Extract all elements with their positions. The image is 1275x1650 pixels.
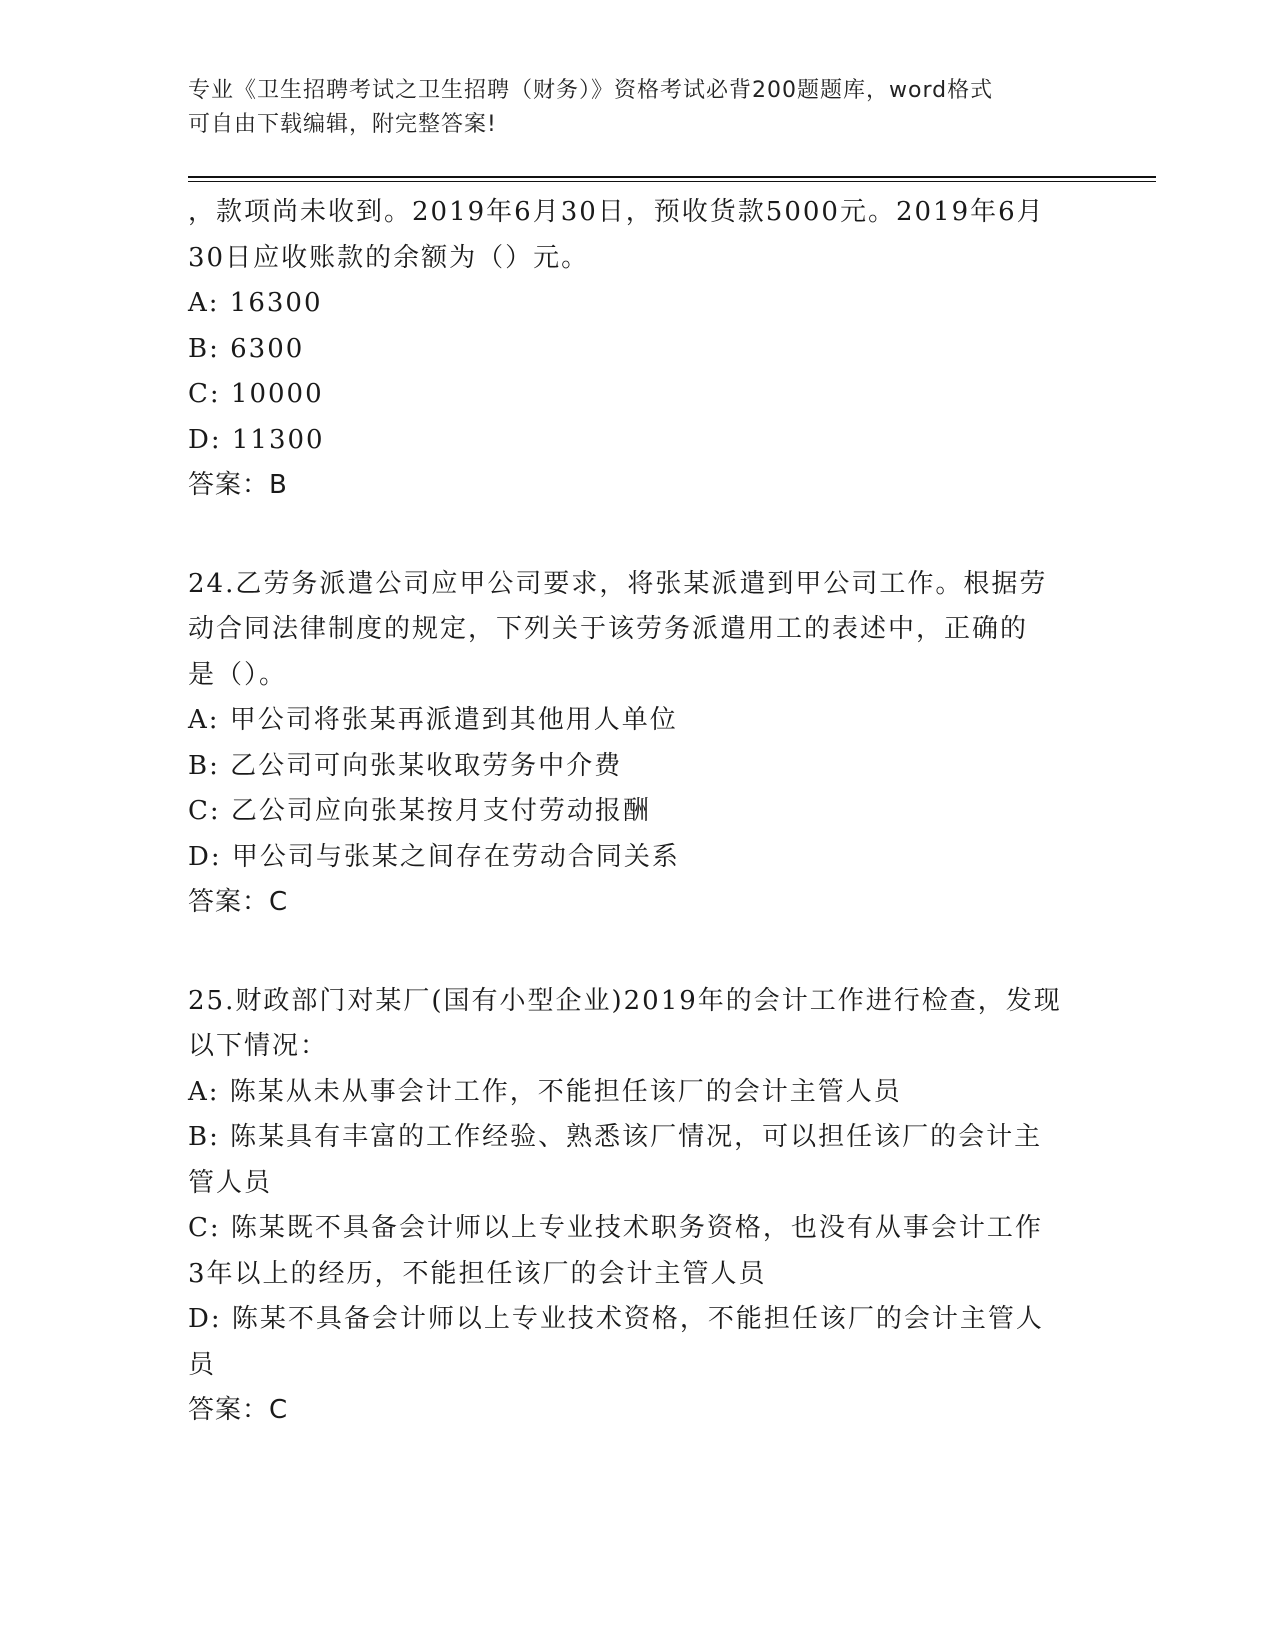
question-24 [188, 562, 1088, 926]
option-a: A: 16300 [188, 288, 323, 318]
question-stem-line: 30日应收账款的余额为（）元。 [188, 242, 590, 273]
question-stem-line: 动合同法律制度的规定，下列关于该劳务派遣用工的表述中，正确的 [188, 614, 1029, 644]
option-b-continued: 管人员 [188, 1167, 273, 1198]
option-d-continued: 员 [188, 1349, 217, 1380]
option-c: C: 10000 [188, 379, 324, 409]
option-a: A: 陈某从未从事会计工作，不能担任该厂的会计主管人员 [188, 1076, 902, 1107]
option-b: B: 陈某具有丰富的工作经验、熟悉该厂情况，可以担任该厂的会计主 [188, 1122, 1043, 1152]
option-b: B: 乙公司可向张某收取劳务中介费 [188, 750, 623, 781]
answer: 答案：B [188, 470, 288, 500]
option-c: C: 乙公司应向张某按月支付劳动报酬 [188, 796, 651, 826]
question-stem-line: 是（）。 [188, 659, 288, 690]
header-divider [188, 176, 1156, 182]
question-list [188, 190, 1088, 1434]
option-d: D: 甲公司与张某之间存在劳动合同关系 [188, 841, 680, 872]
header-title-line-1: 专业《卫生招聘考试之卫生招聘（财务）》资格考试必背200题题库，word格式 [188, 78, 994, 103]
page-header [188, 74, 1068, 142]
question-stem-line: 24.乙劳务派遣公司应甲公司要求，将张某派遣到甲公司工作。根据劳 [188, 568, 1048, 599]
option-c: C: 陈某既不具备会计师以上专业技术职务资格，也没有从事会计工作 [188, 1213, 1043, 1243]
option-d: D: 陈某不具备会计师以上专业技术资格，不能担任该厂的会计主管人 [188, 1304, 1044, 1334]
option-d: D: 11300 [188, 424, 325, 455]
question-25 [188, 979, 1088, 1434]
question-stem-line: ，款项尚未收到。2019年6月30日，预收货款5000元。2019年6月 [188, 197, 1045, 227]
option-a: A: 甲公司将张某再派遣到其他用人单位 [188, 705, 678, 735]
question-stem-line: 以下情况： [188, 1031, 329, 1061]
option-c-continued: 3年以上的经历，不能担任该厂的会计主管人员 [188, 1258, 767, 1289]
question-23 [188, 190, 1088, 509]
answer: 答案：C [188, 887, 289, 917]
header-title-line-2: 可自由下载编辑，附完整答案! [188, 112, 497, 137]
answer: 答案：C [188, 1395, 289, 1425]
option-b: B: 6300 [188, 333, 305, 364]
question-stem-line: 25.财政部门对某厂(国有小型企业)2019年的会计工作进行检查，发现 [188, 985, 1062, 1016]
